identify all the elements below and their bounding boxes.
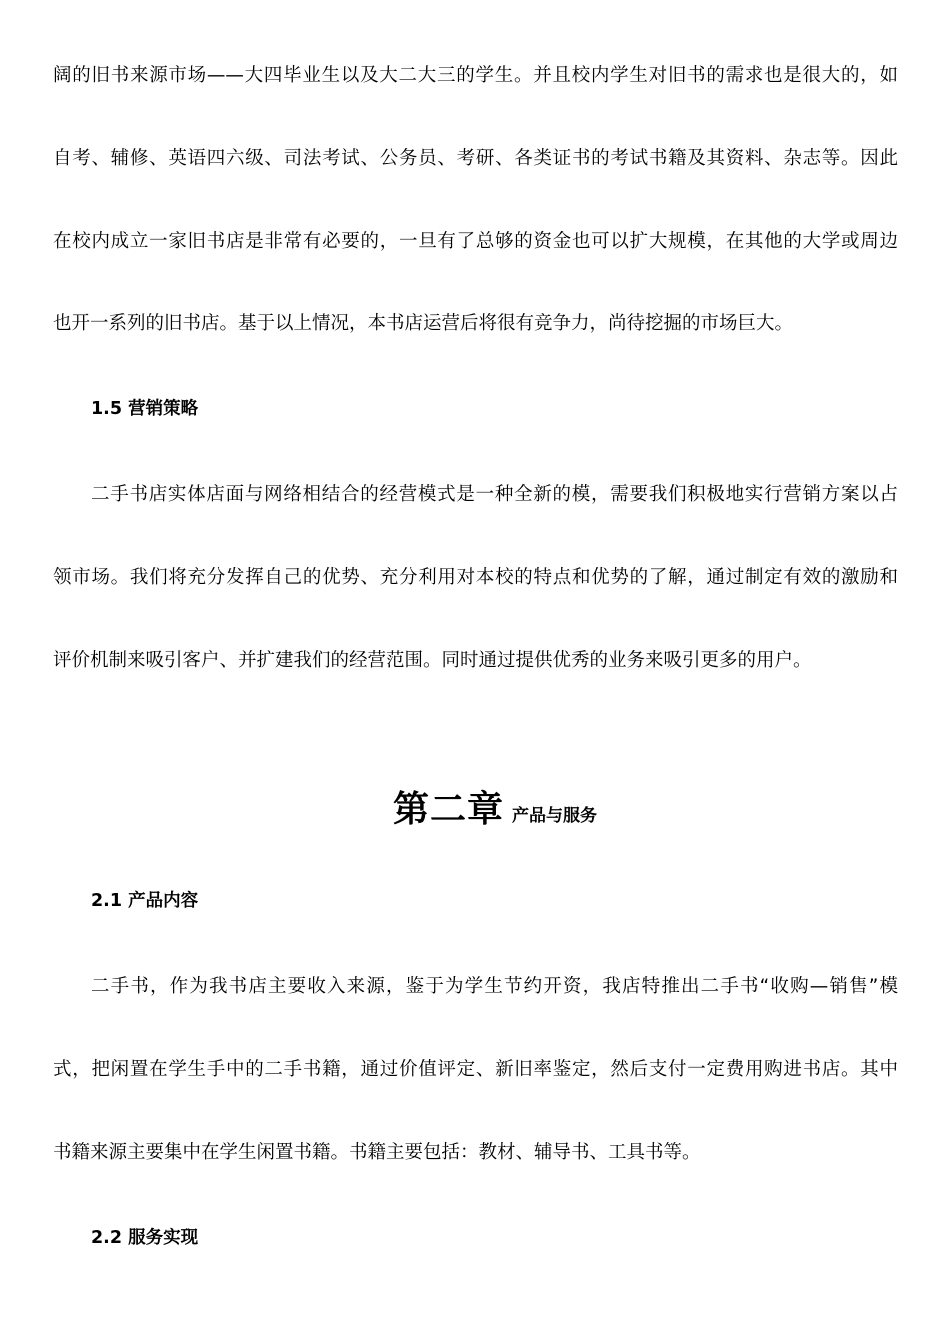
paragraph-line: 领市场。我们将充分发挥自己的优势、充分利用对本校的特点和优势的了解，通过制定有效的激励和 [53, 567, 898, 588]
section-heading-2-1: 2.1 产品内容 [91, 891, 199, 911]
paragraph-line: 书籍来源主要集中在学生闲置书籍。书籍主要包括：教材、辅导书、工具书等。 [53, 1142, 701, 1163]
chapter-number: 第二章 [392, 789, 504, 830]
paragraph-line: 也开一系列的旧书店。基于以上情况，本书店运营后将很有竞争力，尚待挖掘的市场巨大。 [53, 313, 794, 334]
section-heading-2-2: 2.2 服务实现 [91, 1228, 199, 1248]
chapter-subtitle: 产品与服务 [512, 806, 597, 826]
paragraph-line: 阔的旧书来源市场——大四毕业生以及大二大三的学生。并且校内学生对旧书的需求也是很大的，如 [53, 65, 898, 86]
chapter-title [0, 781, 950, 832]
paragraph-line: 二手书店实体店面与网络相结合的经营模式是一种全新的模，需要我们积极地实行营销方案以占 [91, 484, 898, 505]
paragraph-line: 自考、辅修、英语四六级、司法考试、公务员、考研、各类证书的考试书籍及其资料、杂志等。因此 [53, 148, 898, 169]
paragraph-line: 在校内成立一家旧书店是非常有必要的，一旦有了总够的资金也可以扩大规模，在其他的大学或周边 [53, 231, 898, 252]
paragraph-line: 式，把闲置在学生手中的二手书籍，通过价值评定、新旧率鉴定，然后支付一定费用购进书店。其中 [53, 1059, 898, 1080]
paragraph-line: 二手书，作为我书店主要收入来源，鉴于为学生节约开资，我店特推出二手书“收购—销售”模 [91, 976, 898, 997]
section-heading-1-5: 1.5 营销策略 [91, 399, 199, 419]
paragraph-line: 评价机制来吸引客户、并扩建我们的经营范围。同时通过提供优秀的业务来吸引更多的用户。 [53, 650, 812, 671]
